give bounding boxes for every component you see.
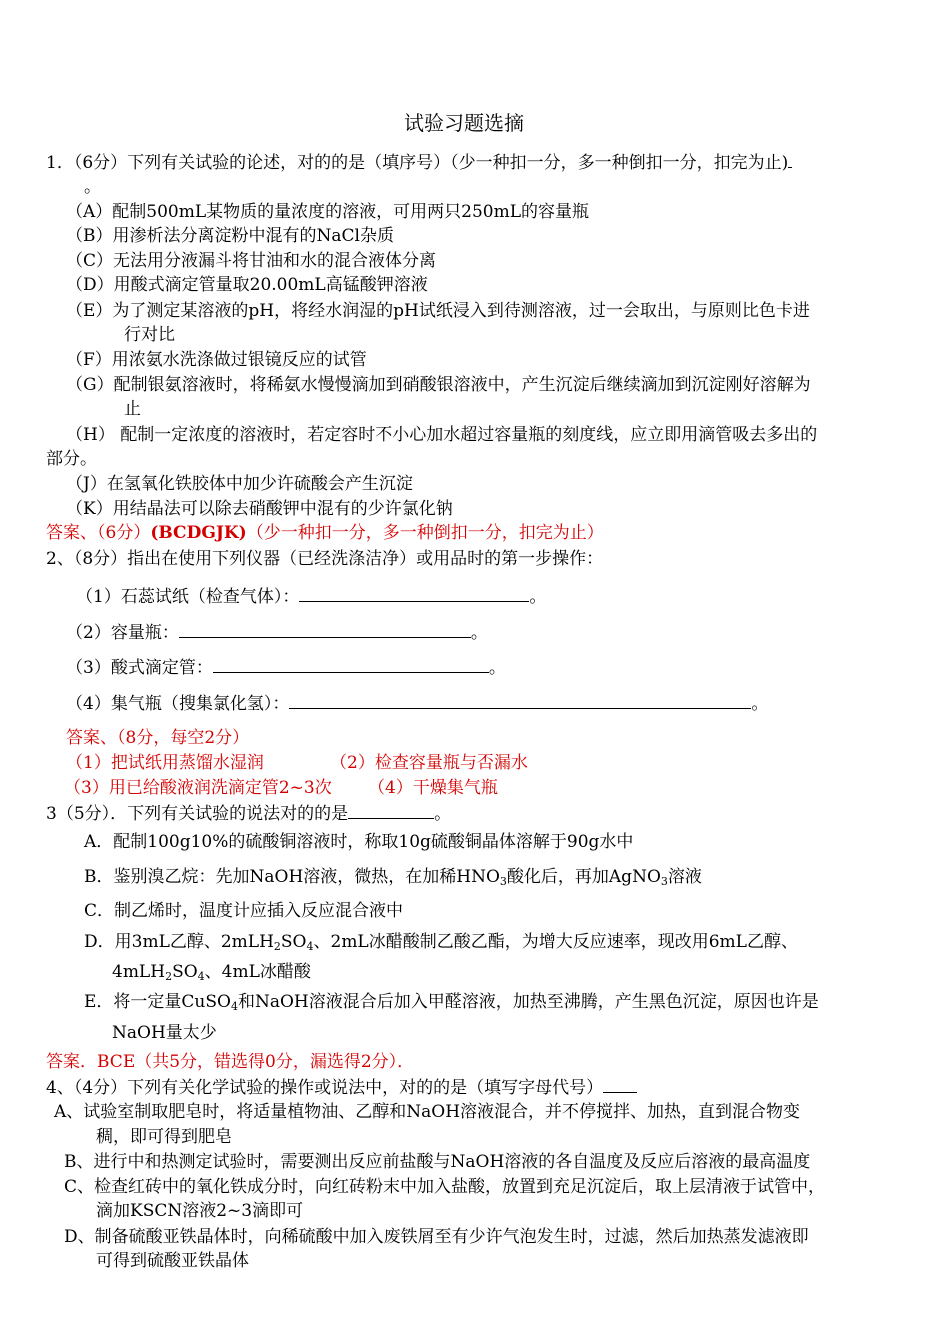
q3-option-e [84,991,819,1013]
q4-option-d-cont: 可得到硫酸亚铁晶体 [96,1251,249,1271]
q4-stem [46,1076,637,1099]
q2-stem: 2、（8分）指出在使用下列仪器（已经洗涤洁净）或用品时的第一步操作： [46,549,604,569]
q3-option-d-end: 、2mL冰醋酸制乙酸乙酯，为增大反应速率，现改用6mL乙醇、 [313,932,798,952]
q3-option-e-end: 和NaOH溶液混合后加入甲醛溶液，加热至沸腾，产生黑色沉淀，原因也许是 [237,992,819,1012]
q3-stem [46,802,451,825]
q3-sub-4c: 4 [230,1000,238,1013]
q2-answer-1: （1）把试纸用蒸馏水湿润 [66,753,264,773]
q2-item-4-label: （4）集气瓶（搜集氯化氢）： [66,694,290,714]
q1-option-k: （K）用结晶法可以除去硝酸钾中混有的少许氯化钠 [66,499,453,519]
q3-option-a: A．配制100g10%的硫酸铜溶液时，称取10g硫酸铜晶体溶解于90g水中 [84,832,634,852]
q1-option-h: （H） 配制一定浓度的溶液时，若定容时不小心加水超过容量瓶的刻度线，应立即用滴管吸去多出的 [66,425,818,445]
q3-sub-3a: 3 [499,875,507,888]
q4-option-d: D、制备硫酸亚铁晶体时，向稀硫酸中加入废铁屑至有少许气泡发生时，过滤，然后加热蒸发滤液即 [64,1227,809,1247]
q1-answer-key: (BCDGJK) [150,523,247,543]
q1-stem [46,151,792,174]
q2-item-2 [66,621,488,644]
q2-item-1 [76,585,546,608]
q2-blank-2 [179,621,471,638]
q1-option-g: （G）配制银氨溶液时，将稀氨水慢慢滴加到硝酸银溶液中，产生沉淀后继续滴加到沉淀刚好溶解为 [66,375,811,395]
q1-answer [46,522,604,544]
q2-item-4 [66,692,768,715]
q3-sub-2b: 2 [165,970,173,983]
q2-item-2-end: 。 [470,623,488,643]
q1-option-b: （B）用渗析法分离淀粉中混有的NaCl杂质 [66,226,394,246]
q3-option-b-end: 溶液 [667,867,702,887]
q3-option-d-cont [112,961,311,983]
q2-blank-1 [299,585,529,602]
q3-option-e-cont: NaOH量太少 [112,1023,217,1043]
q3-sub-2a: 2 [273,940,281,953]
q2-answer-2: （2）检查容量瓶与否漏水 [330,753,528,773]
q2-item-3 [66,656,506,679]
q1-option-h-cont: 部分。 [46,449,97,469]
q1-answer-note: （少一种扣一分，多一种倒扣一分，扣完为止） [246,523,604,543]
q2-item-4-end: 。 [751,694,769,714]
q3-option-d-text: D．用3mL乙醇、2mLH [84,932,274,952]
q3-option-b-mid: 酸化后，再加AgNO [506,867,661,887]
q3-blank [348,802,434,819]
q3-sub-3b: 3 [660,875,668,888]
q4-option-a-cont: 稠，即可得到肥皂 [96,1127,232,1147]
q1-stem-text: 1．（6分）下列有关试验的论述，对的的是（填序号）（少一种扣一分，多一种倒扣一分，扣完为止) [46,153,789,173]
q4-option-b: B、进行中和热测定试验时，需要测出反应前盐酸与NaOH溶液的各自温度及反应后溶液的最高温度 [64,1152,811,1172]
q2-blank-4 [289,692,751,709]
q2-item-1-label: （1）石蕊试纸（检查气体）： [76,587,300,607]
q2-blank-3 [213,656,489,673]
q1-stem-end: 。 [84,177,101,197]
q3-stem-text: 3（5分）．下列有关试验的说法对的的是 [46,804,349,824]
q4-blank [603,1076,637,1093]
q1-option-a: （A）配制500mL某物质的量浓度的溶液，可用两只250mL的容量瓶 [66,202,589,222]
q1-option-d: （D）用酸式滴定管量取20.00mL高锰酸钾溶液 [66,275,428,295]
q1-option-f: （F）用浓氨水洗涤做过银镜反应的试管 [66,350,367,370]
q2-answer-4: （4）干燥集气瓶 [368,778,498,798]
q3-stem-end: 。 [434,804,452,824]
q3-option-b [84,866,702,888]
q4-option-c-cont: 滴加KSCN溶液2~3滴即可 [96,1201,304,1221]
q3-option-e-text: E．将一定量CuSO [84,992,231,1012]
q1-option-c: （C）无法用分液漏斗将甘油和水的混合液体分离 [66,251,437,271]
q3-option-d2-text: 4mLH [112,962,166,982]
q1-option-g-cont: 止 [124,399,141,419]
q3-option-d [84,931,798,953]
q3-option-d2-end: 、4mL冰醋酸 [204,962,311,982]
q3-sub-4b: 4 [197,970,205,983]
q1-option-e-cont: 行对比 [124,325,175,345]
q3-sub-4a: 4 [306,940,314,953]
page-title: 试验习题选摘 [404,111,524,135]
q1-option-e: （E）为了测定某溶液的pH，将经水润湿的pH试纸浸入到待测溶液，过一会取出，与原则比色卡进 [66,301,810,321]
q2-item-3-end: 。 [488,658,506,678]
q3-option-d2-mid: SO [172,962,198,982]
q2-item-3-label: （3）酸式滴定管： [66,658,213,678]
q4-option-c: C、检查红砖中的氧化铁成分时，向红砖粉末中加入盐酸，放置到充足沉淀后，取上层清液于试管中， [64,1177,826,1197]
q2-item-1-end: 。 [529,587,547,607]
q2-item-2-label: （2）容量瓶： [66,623,179,643]
q1-option-j: （J）在氢氧化铁胶体中加少许硫酸会产生沉淀 [66,474,413,494]
q1-answer-prefix: 答案、（6分） [46,523,151,543]
q3-option-c: C．制乙烯时，温度计应插入反应混合液中 [84,901,404,921]
q3-option-d-mid: SO [280,932,307,952]
q3-option-b-text: B．鉴别溴乙烷：先加NaOH溶液，微热，在加稀HNO [84,867,500,887]
q1-blank [788,151,792,168]
q4-option-a: A、试验室制取肥皂时，将适量植物油、乙醇和NaOH溶液混合，并不停搅拌、加热，直到混合物变 [54,1102,801,1122]
q2-answer-head: 答案、（8分，每空2分） [66,728,250,748]
q4-stem-text: 4、（4分）下列有关化学试验的操作或说法中，对的的是（填写字母代号） [46,1078,604,1098]
q2-answer-3: （3）用已给酸液润洗滴定管2~3次 [64,778,332,798]
q3-answer: 答案．BCE（共5分，错选得0分，漏选得2分）． [46,1052,415,1072]
